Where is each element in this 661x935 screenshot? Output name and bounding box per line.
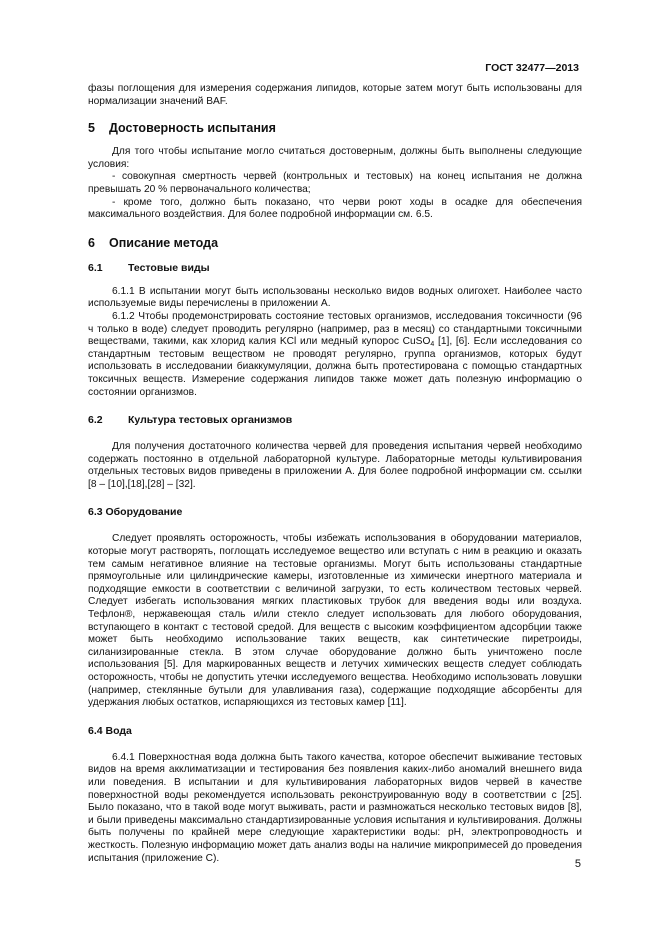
- subsection-6-4-heading: 6.4 Вода: [88, 724, 132, 737]
- paragraph-6-1-2-part-b: [1], [6]. Если исследования со стандартным тестовым веществом не проводят регулярно, группа организмов, которых будут использовать в исследовании биаккумуляции, должна быть протестирована с помощью стандартных токсичных веществ. Измерение содержания липидов также может дать полезную информацию о состоянии организмов.: [88, 336, 583, 398]
- subsection-6-2-number: 6.2: [88, 414, 103, 427]
- paragraph-6-3: Следует проявлять осторожность, чтобы избежать использования в оборудовании материалов, которые могут растворять, поглощать исследуемое вещество или вступать с ним в реакцию и оказать тем самым негативное влияние на тестовые организмы. Могут быть использованы стандартные прямоугольные или цилиндрические камеры, изготовленные из химически инертного материала и подходящие емкости в соответствии с величиной загрузки, то есть количеством тестовых червей. Следует избегать использования мягких пластиковых трубок для введения воды или воздуха. Тефлон®, нержавеющая сталь и/или стекло следует использовать для любого оборудования, вступающего в контакт с тестовой средой. Для веществ с высоким коэффициентом адсорбции также может быть необходимо использование таких веществ, как синтетические пиретроиды, силанизированные стекла. В этом случае оборудование должно быть уничтожено после использования [5]. Для маркированных веществ и летучих химических веществ следует соблюдать осторожность, чтобы не допустить утечки исследуемого вещества. Необходимо использовать ловушки (например, стеклянные бутыли для улавливания газа), содержащие подходящие абсорбенты для удержания любых остатков, испаряющихся из тестовых камер [11].: [88, 533, 582, 709]
- top-paragraph: фазы поглощения для измерения содержания липидов, которые затем могут быть использованы для нормализации значений BAF.: [88, 83, 582, 107]
- paragraph-6-4-1: 6.4.1 Поверхностная вода должна быть такого качества, которое обеспечит выживание тестовых видов на время акклиматизации и тестирования без появления каких-либо аномалий внешнего вида или поведения. В испытании и для культивирования лабораторных видов червей в качестве поверхностной воды рекомендуется использовать реконструированную воду в соответствии с [25]. Было показано, что в такой воде могут выживать, расти и размножаться несколько тестовых видов [8], и были приведены максимально стандартизированные условия испытания и культивирования. Должны быть получены по крайней мере следующие характеристики воды: pH, электропроводность и жесткость. Полезную информацию может дать анализ воды на наличие микропримесей до проведения испытания (приложение C).: [88, 751, 582, 864]
- section-6-heading: [88, 236, 582, 250]
- paragraph-6-2: Для получения достаточного количества червей для проведения испытания червей необходимо содержать постоянно в отдельной лабораторной культуре. Лабораторные методы культивирования отдельных тестовых видов приведены в приложении А. Для более подробной информации см. ссылки [8 – [10],[18],[28] – [32].: [88, 441, 582, 490]
- page-number: 5: [574, 858, 581, 870]
- subsection-6-3-heading: 6.3 Оборудование: [88, 506, 183, 519]
- section-6-title: Описание метода: [109, 235, 219, 250]
- page-body: [88, 83, 582, 865]
- section-5-number: 5: [88, 121, 95, 136]
- paragraph-6-1-2-part-a: 6.1.2 Чтобы продемонстрировать состояние тестовых организмов, исследования токсичности (96 ч только в воде) следует проводить регулярно (например, раз в месяц) со стандартными токсичными веществами, такими, как хлорид калия KCl или медный купорос CuSO: [88, 310, 582, 348]
- subsection-6-1-title: Тестовые виды: [128, 261, 210, 274]
- section-6-number: 6: [88, 235, 95, 250]
- paragraph-6-1-2: [88, 311, 582, 399]
- section-5-title: Достоверность испытания: [109, 121, 276, 136]
- subsection-6-2-title: Культура тестовых организмов: [128, 414, 293, 427]
- paragraph-6-1-1: 6.1.1 В испытании могут быть использованы несколько видов водных олигохет. Наиболее часто используемые виды перечислены в приложении А.: [88, 285, 582, 310]
- subsection-6-1-heading: [88, 262, 582, 274]
- section-5-heading: [88, 121, 582, 135]
- section-5-item-1: - совокупная смертность червей (контрольных и тестовых) на конец испытания не должна превышать 20 % первоначального количества;: [88, 171, 582, 195]
- sulfate-subscript: 4: [430, 341, 435, 349]
- subsection-6-1-number: 6.1: [88, 261, 103, 274]
- subsection-6-2-heading: [88, 414, 582, 426]
- section-5-item-2: - кроме того, должно быть показано, что черви роют ходы в осадке для обеспечения максимального воздействия. Для более подробной информации см. 6.5.: [88, 196, 582, 221]
- section-5-intro: Для того чтобы испытание могло считаться достоверным, должны быть выполнены следующие условия:: [88, 146, 582, 170]
- standard-header: ГОСТ 32477—2013: [485, 62, 579, 74]
